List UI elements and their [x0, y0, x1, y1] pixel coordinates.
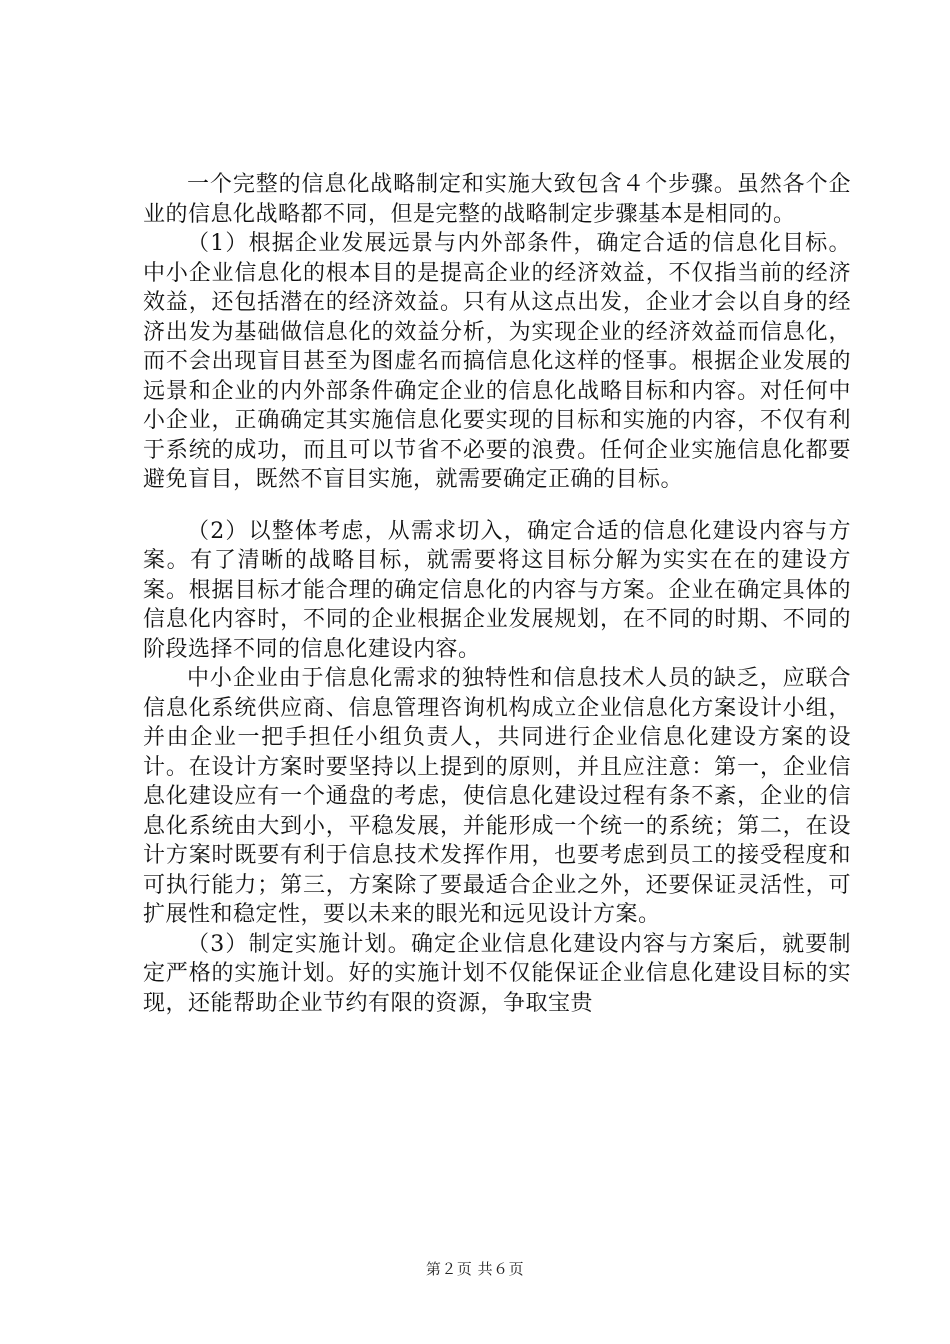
document-body — [143, 170, 851, 1018]
page-number-footer: 第２页 共６页 — [425, 1260, 525, 1278]
paragraph-intro: 一个完整的信息化战略制定和实施大致包含４个步骤。虽然各个企业的信息化战略都不同，但是完整的战略制定步骤基本是相同的。 — [143, 172, 851, 227]
paragraph-step-2: （2）以整体考虑，从需求切入，确定合适的信息化建设内容与方案。有了清晰的战略目标，就需要将这目标分解为实实在在的建设方案。根据目标才能合理的确定信息化的内容与方案。企业在确定具体的信息化内容时，不同的企业根据企业发展规划，在不同的时期、不同的阶段选择不同的信息化建设内容。 — [143, 518, 851, 662]
paragraph-step-3: （3）制定实施计划。确定企业信息化建设内容与方案后，就要制定严格的实施计划。好的实施计划不仅能保证企业信息化建设目标的实现，还能帮助企业节约有限的资源，争取宝贵 — [143, 931, 851, 1016]
paragraph-design-group: 中小企业由于信息化需求的独特性和信息技术人员的缺乏，应联合信息化系统供应商、信息管理咨询机构成立企业信息化方案设计小组，并由企业一把手担任小组负责人，共同进行企业信息化建设方案的设计。在设计方案时要坚持以上提到的原则，并且应注意：第一，企业信息化建设应有一个通盘的考虑，使信息化建设过程有条不紊，企业的信息化系统由大到小，平稳发展，并能形成一个统一的系统；第二，在设计方案时既要有利于信息技术发挥作用，也要考虑到员工的接受程度和可执行能力；第三，方案除了要最适合企业之外，还要保证灵活性，可扩展性和稳定性，要以未来的眼光和远见设计方案。 — [143, 666, 851, 927]
paragraph-step-1: （1）根据企业发展远景与内外部条件，确定合适的信息化目标。中小企业信息化的根本目的是提高企业的经济效益，不仅指当前的经济效益，还包括潜在的经济效益。只有从这点出发，企业才会以自身的经济出发为基础做信息化的效益分析，为实现企业的经济效益而信息化，而不会出现盲目甚至为图虚名而搞信息化这样的怪事。根据企业发展的远景和企业的内外部条件确定企业的信息化战略目标和内容。对任何中小企业，正确确定其实施信息化要实现的目标和实施的内容，不仅有利于系统的成功，而且可以节省不必要的浪费。任何企业实施信息化都要避免盲目，既然不盲目实施，就需要确定正确的目标。 — [143, 231, 851, 492]
